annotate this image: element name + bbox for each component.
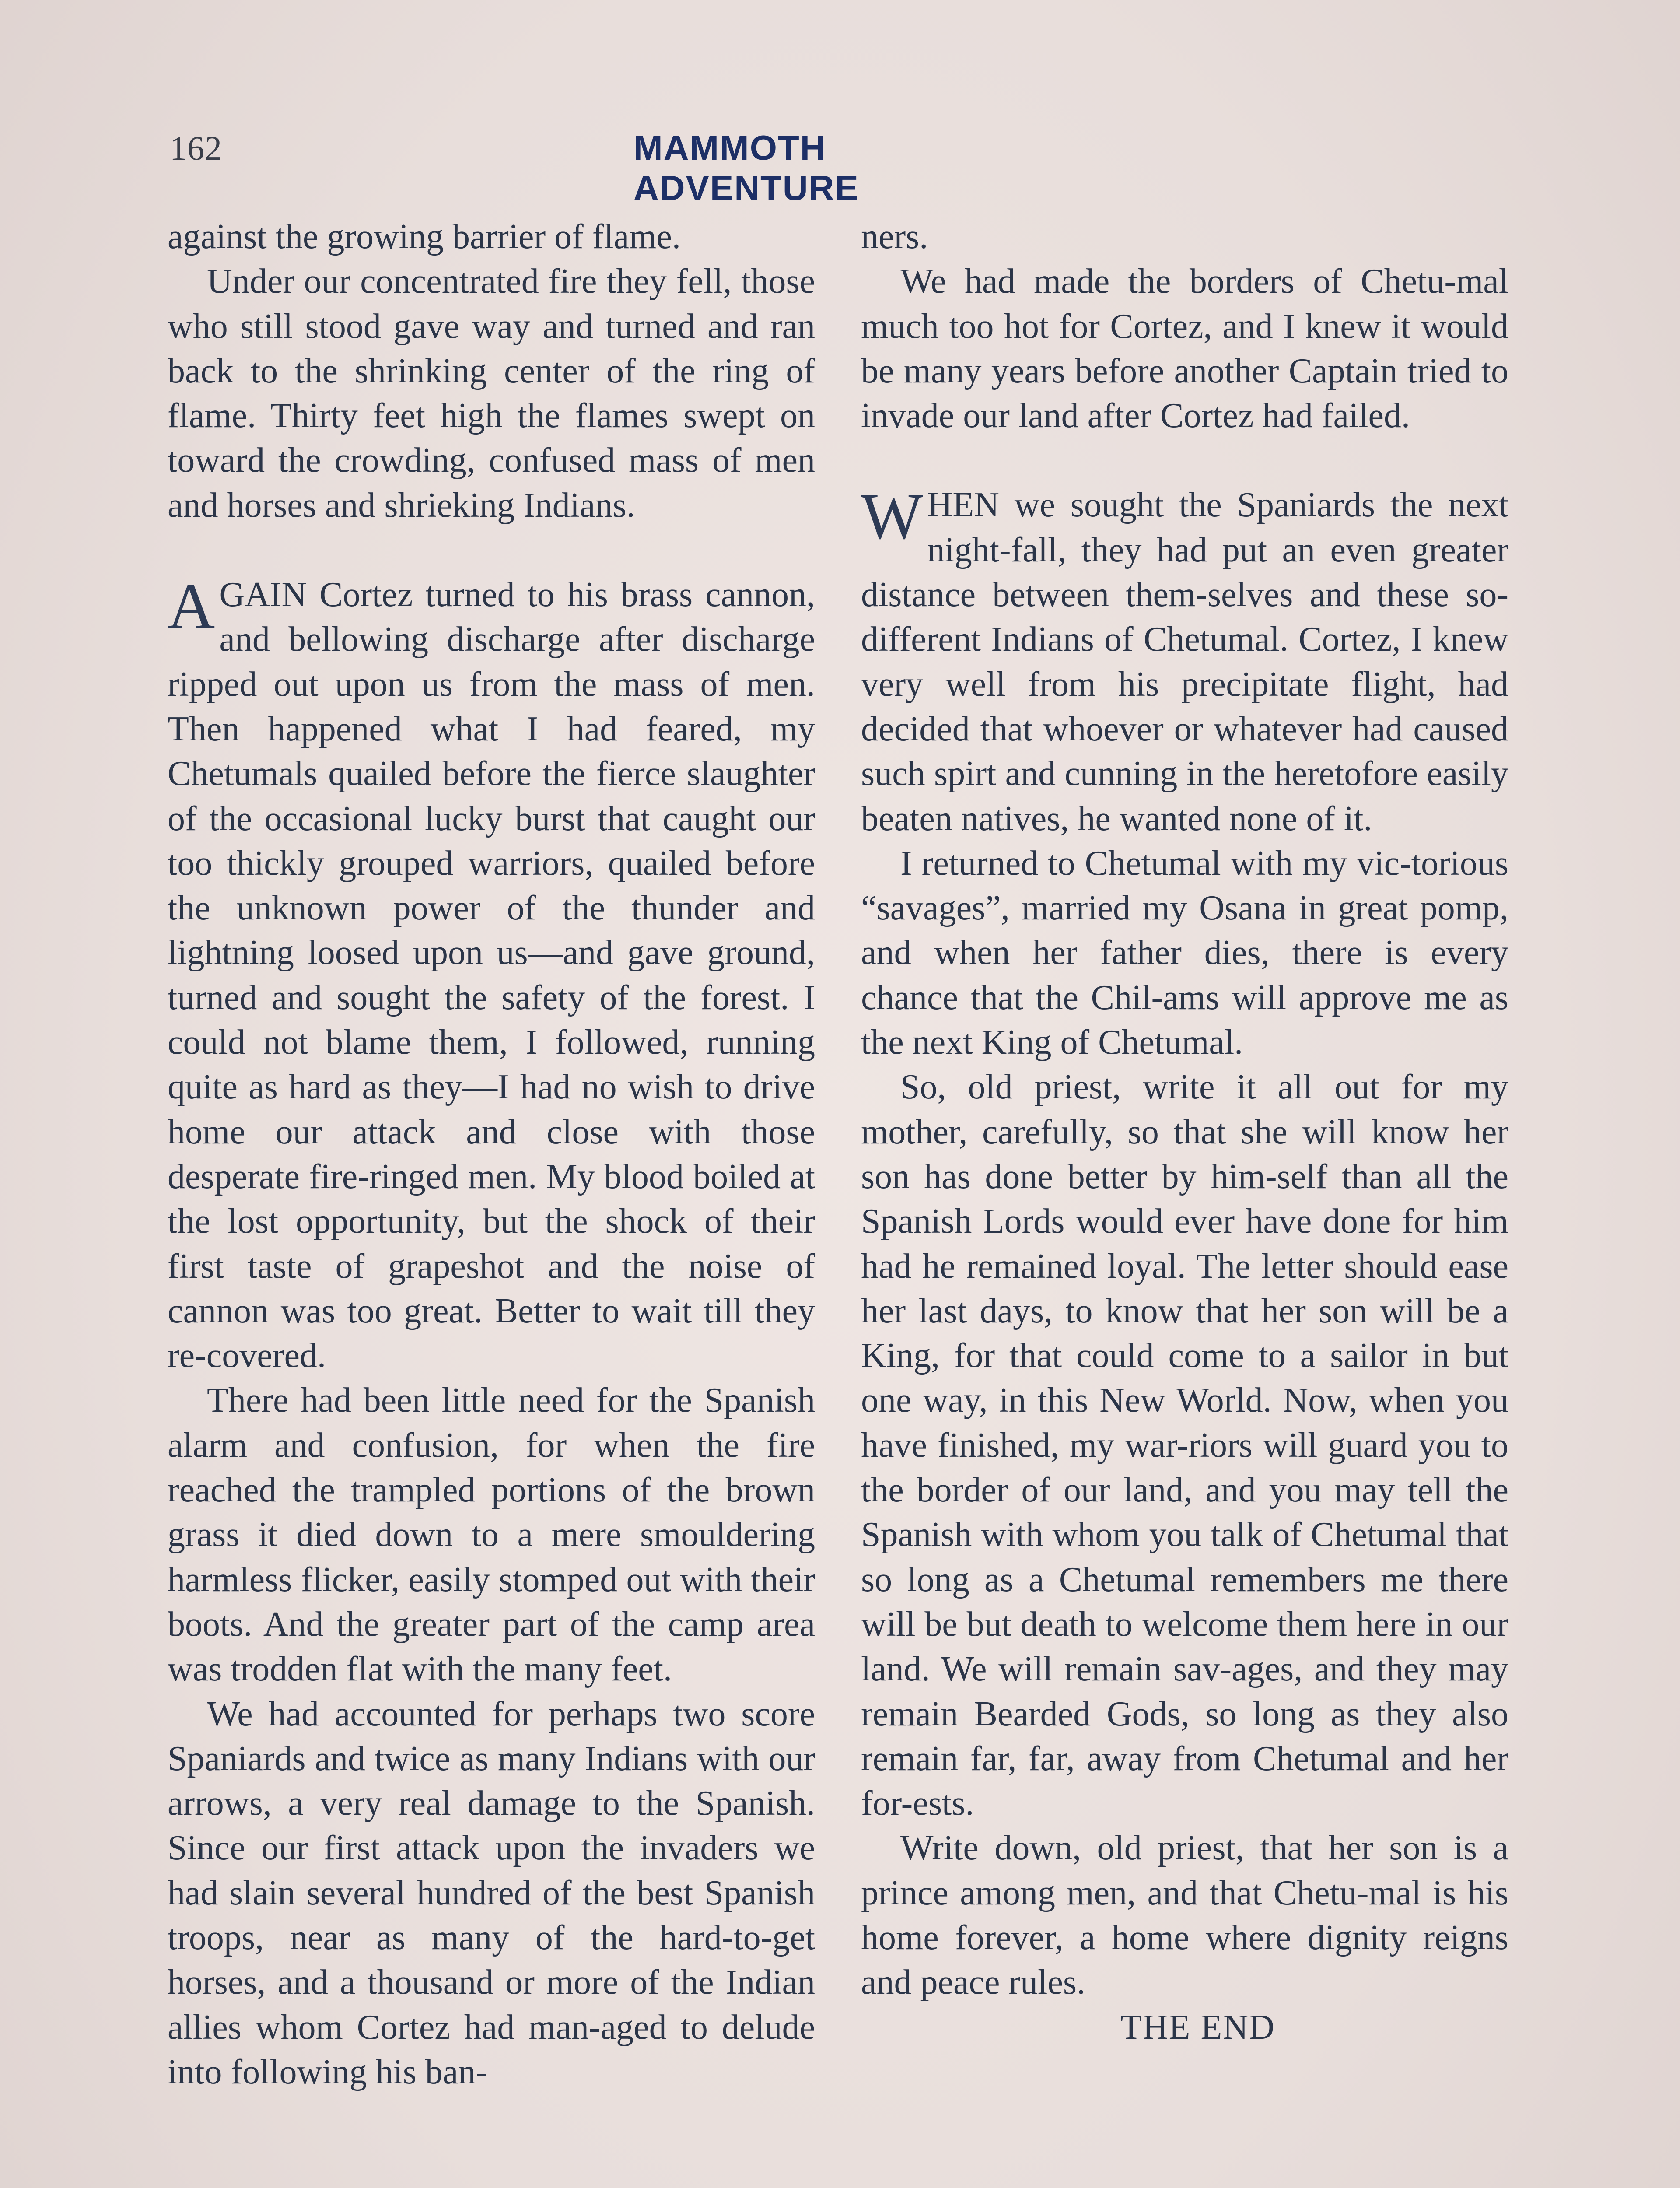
page-title: MAMMOTH ADVENTURE [634,128,859,207]
right-column [861,214,1508,2050]
drop-cap: W [861,480,923,553]
paragraph-with-dropcap [861,480,1508,841]
paragraph: So, old priest, write it all out for my mother, carefully, so that she will know her son has done better by him-self than all the Spanish Lords would ever have done for him had he remained loyal. The letter should ease her last days, to know that her son will be a King, for that could come to a sailor in but one way, in this New World. Now, when you have finished, my war-riors will guard you to the border of our land, and you may tell the Spanish with whom you talk of Chetumal that so long as a Chetumal remembers me there will be but death to welcome them here in our land. We will remain sav-ages, and they may remain Bearded Gods, so long as they also remain far, far, away from Chetumal and her for-ests. [861,1068,1508,1823]
paragraph: I returned to Chetumal with my vic-torious “savages”, married my Osana in great pomp, and when her father dies, there is every chance that the Chil-ams will approve me as the next King of Chetumal. [861,844,1508,1062]
paragraph-text: HEN we sought the Spaniards the next night-fall, they had put an even greater distance between them-selves and these so-different Indians of Chetumal. Cortez, I knew very well from his precipitate flight, had decided that whoever or whatever had caused such spirt and cunning in the heretofore easily beaten natives, he wanted none of it. [861,486,1508,838]
drop-cap: A [168,570,215,643]
paragraph: We had made the borders of Chetu-mal much too hot for Cortez, and I knew it would be many years before another Captain tried to invade our land after Cortez had failed. [861,262,1508,435]
running-head [170,123,1054,207]
paragraph-with-dropcap [168,572,815,1378]
paragraph: against the growing barrier of flame. [168,217,681,256]
paragraph: There had been little need for the Spanish alarm and confusion, for when the fire reached the trampled portions of the brown grass it died down to a mere smouldering harmless flicker, easily stomped out with their boots. And the greater part of the camp area was trodden flat with the many feet. [168,1381,815,1689]
paragraph: ners. [861,217,928,256]
paragraph: Write down, old priest, that her son is a prince among men, and that Chetu-mal is his home forever, a home where dignity reigns and peace rules. [861,1829,1508,2002]
paragraph: We had accounted for perhaps two score Spaniards and twice as many Indians with our arrows, a very real damage to the Spanish. Since our first attack upon the invaders we had slain several hundred of the best Spanish troops, near as many of the hard-to-get horses, and a thousand or more of the Indian allies whom Cortez had man-aged to delude into following his ban- [168,1694,815,2091]
left-column [168,214,815,2094]
paragraph: Under our concentrated fire they fell, those who still stood gave way and turned and ran back to the shrinking center of the ring of flame. Thirty feet high the flames swept on toward the crowding, confused mass of men and horses and shrieking Indians. [168,262,815,525]
the-end: THE END [1120,2008,1275,2047]
paragraph-text: GAIN Cortez turned to his brass cannon, and bellowing discharge after discharge ripped out upon us from the mass of men. Then happened what I had feared, my Chetumals quailed before the fierce slaughter of the occasional lucky burst that caught our too thickly grouped warriors, quailed before the unknown power of the thunder and lightning loosed upon us—and gave ground, turned and sought the safety of the forest. I could not blame them, I followed, running quite as hard as they—I had no wish to drive home our attack and close with those desperate fire-ringed men. My blood boiled at the lost opportunity, but the shock of their first taste of grapeshot and the noise of cannon was too great. Better to wait till they re-covered. [168,575,815,1375]
page-number: 162 [170,129,222,167]
